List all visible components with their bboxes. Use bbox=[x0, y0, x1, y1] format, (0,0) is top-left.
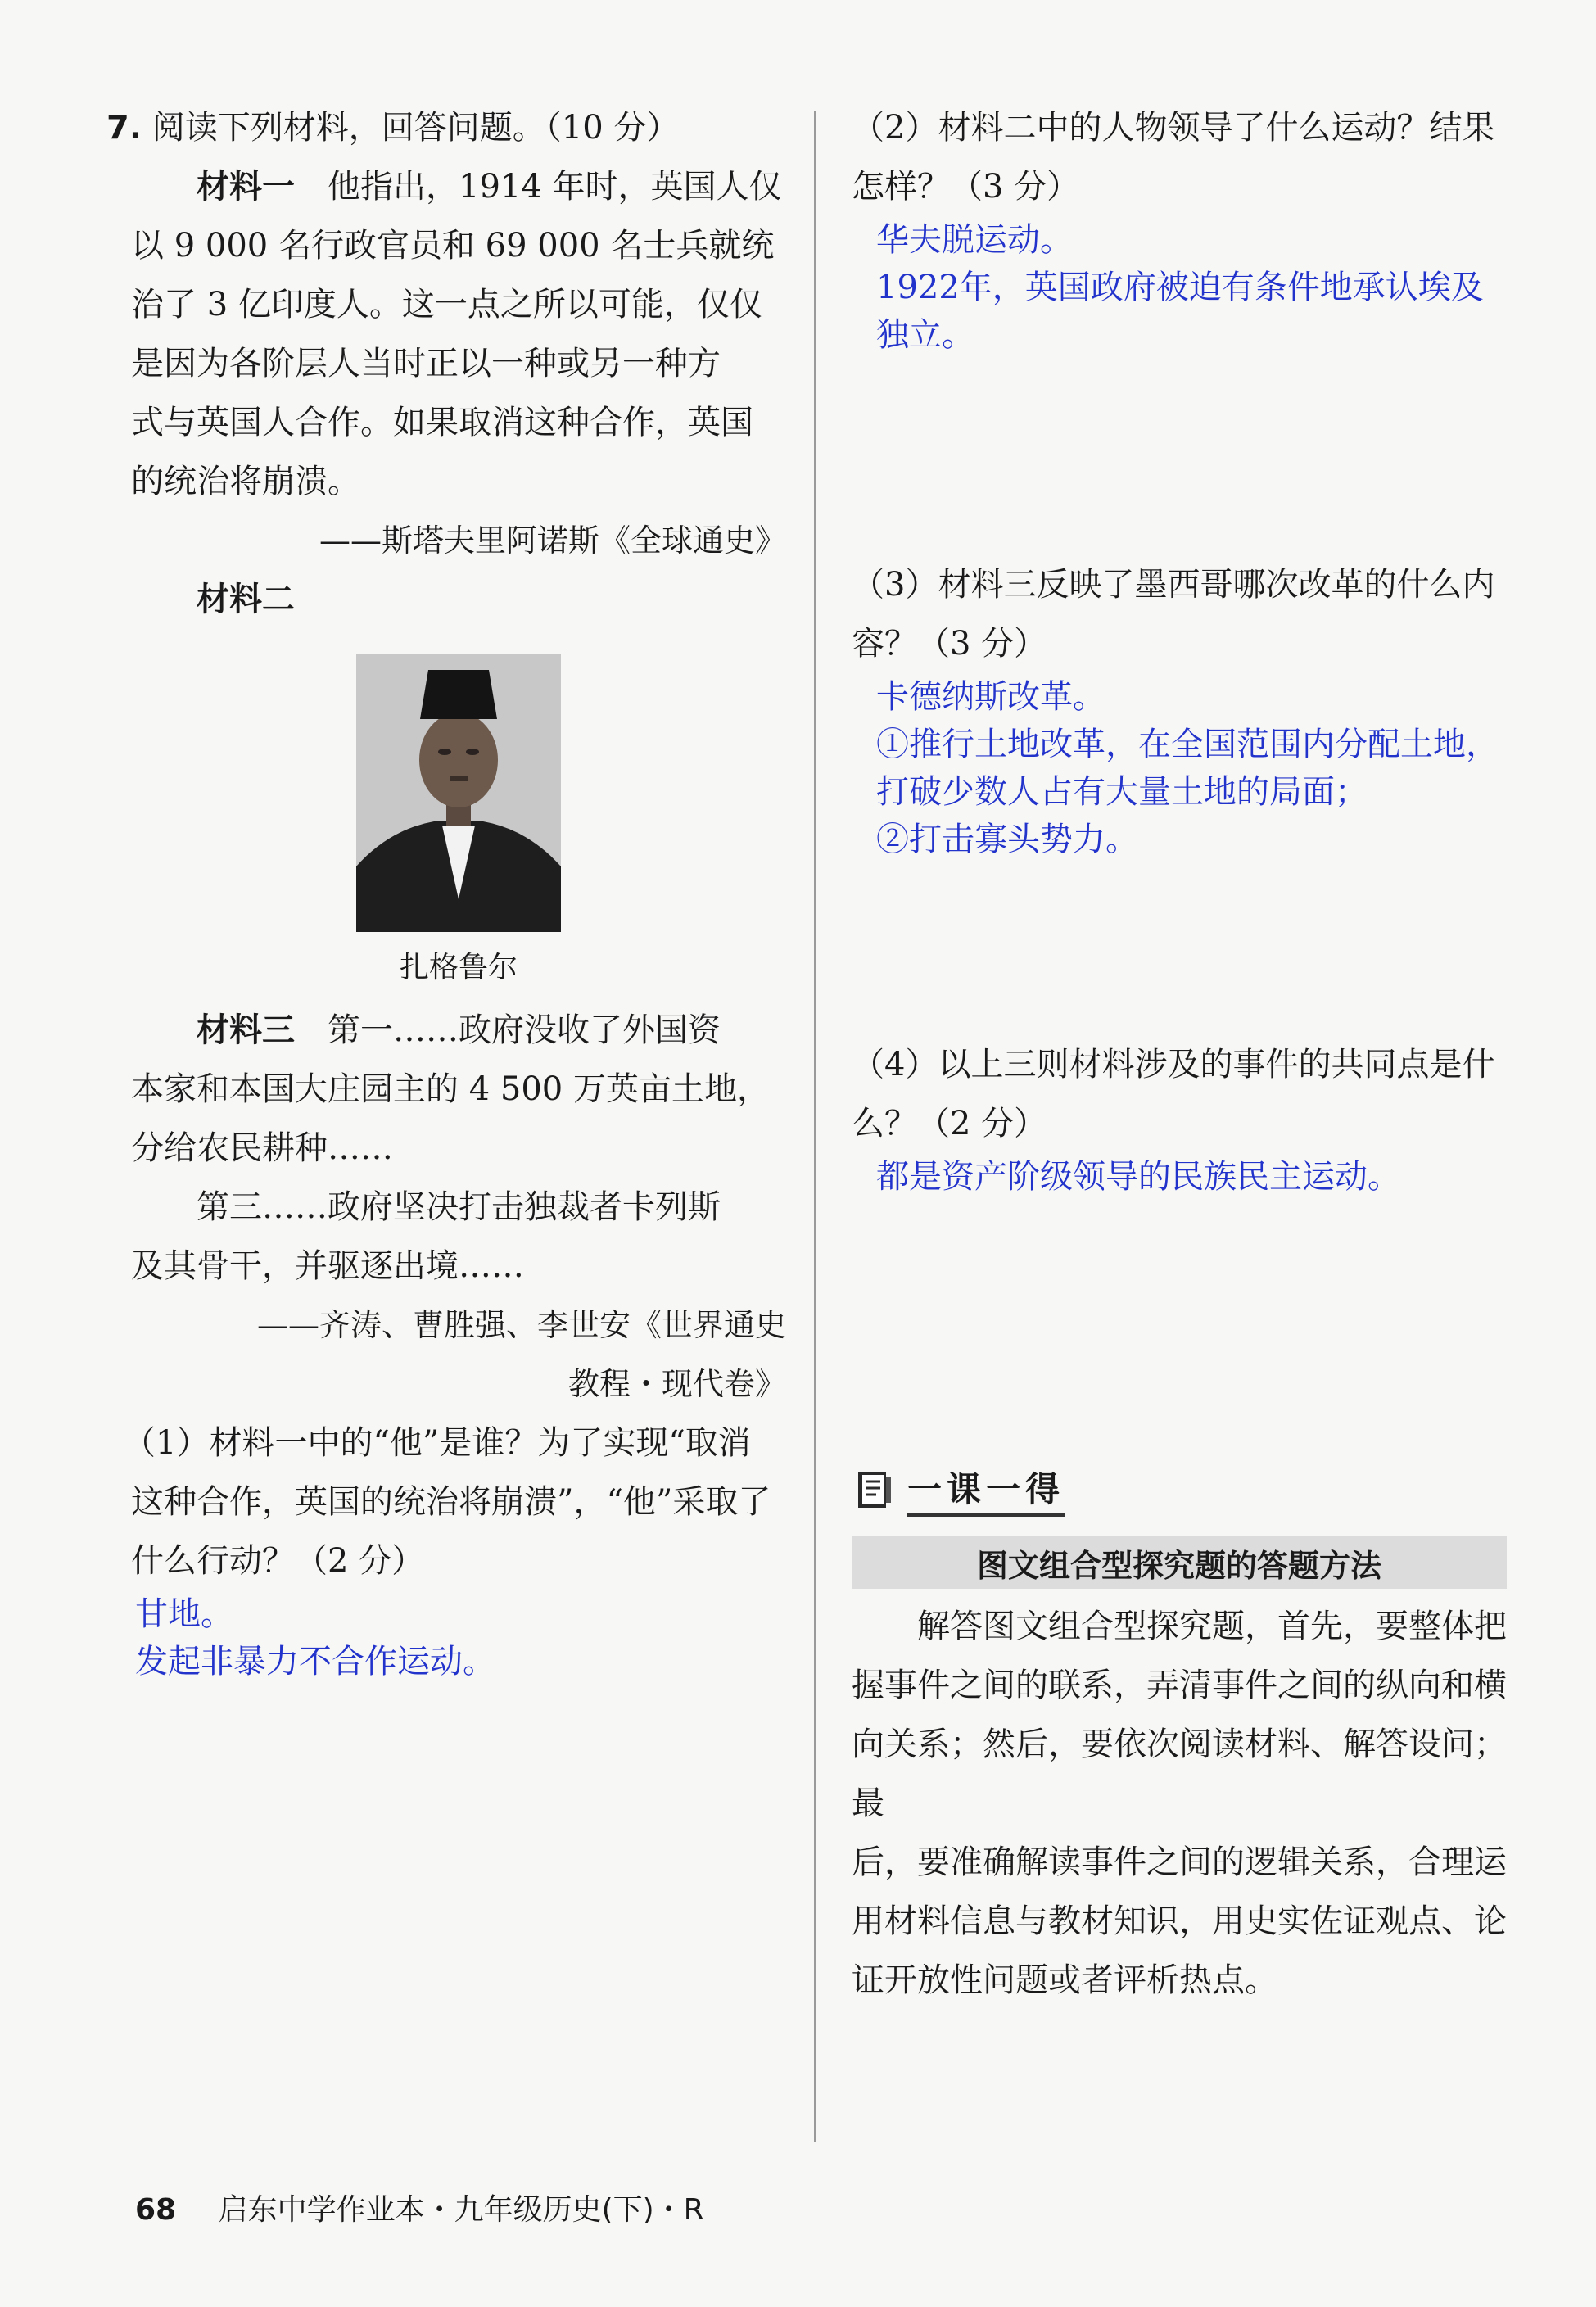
method-paragraph bbox=[852, 1597, 1507, 2010]
method-line: 解答图文组合型探究题，首先，要整体把 bbox=[917, 1608, 1507, 1645]
portrait-container bbox=[131, 654, 786, 935]
sub2-answer: 1922年，英国政府被迫有条件地承认埃及 bbox=[876, 269, 1484, 306]
sub4-question-line: 么？（2 分） bbox=[852, 1105, 1047, 1142]
method-line: 向关系；然后，要依次阅读材料、解答设问；最 bbox=[852, 1726, 1507, 1822]
sub3-answer: ①推行土地改革，在全国范围内分配土地， bbox=[876, 726, 1499, 763]
sub2-question-line: （2）材料二中的人物领导了什么运动？结果 bbox=[852, 109, 1495, 147]
method-heading-bar bbox=[852, 1536, 1507, 1589]
material3-source-line: ——齐涛、曹胜强、李世安《世界通史 bbox=[256, 1307, 786, 1343]
method-line: 证开放性问题或者评析热点。 bbox=[852, 1961, 1277, 1999]
sub1-answer: 甘地。 bbox=[135, 1595, 233, 1633]
sub2-answer: 华夫脱运动。 bbox=[876, 221, 1073, 259]
material1-line: 式与英国人合作。如果取消这种合作，英国 bbox=[131, 404, 753, 441]
sub4-answer: 都是资产阶级领导的民族民主运动。 bbox=[876, 1158, 1400, 1196]
question-prompt: 阅读下列材料，回答问题。（10 分） bbox=[151, 109, 680, 147]
question-heading bbox=[106, 98, 786, 157]
section-header bbox=[852, 1463, 1507, 1517]
method-line: 后，要准确解读事件之间的逻辑关系，合理运 bbox=[852, 1843, 1507, 1881]
sub3-answer: 打破少数人占有大量土地的局面； bbox=[876, 773, 1368, 811]
sub3-answer: 卡德纳斯改革。 bbox=[876, 678, 1105, 716]
right-column bbox=[852, 98, 1507, 2010]
material3-label: 材料三 bbox=[197, 1011, 295, 1049]
method-line: 用材料信息与教材知识，用史实佐证观点、论 bbox=[852, 1902, 1507, 1940]
sub3-question-line: （3）材料三反映了墨西哥哪次改革的什么内 bbox=[852, 566, 1495, 604]
sub2-question-line: 怎样？（3 分） bbox=[852, 168, 1080, 206]
portrait-illustration bbox=[356, 654, 561, 932]
material3-line: 分给农民耕种…… bbox=[131, 1129, 393, 1167]
material1-line: 以 9 000 名行政官员和 69 000 名士兵就统 bbox=[131, 227, 775, 265]
sub1-question-line: 这种合作，英国的统治将崩溃”，“他”采取了 bbox=[131, 1483, 771, 1521]
material1-line: 治了 3 亿印度人。这一点之所以可能，仅仅 bbox=[131, 286, 762, 323]
material3-line: 第三……政府坚决打击独裁者卡列斯 bbox=[197, 1188, 721, 1226]
sub3-question-line: 容？（3 分） bbox=[852, 625, 1047, 663]
material1-first-line bbox=[131, 157, 786, 216]
column-divider bbox=[814, 111, 816, 2142]
material1-line: 是因为各阶层人当时正以一种或另一种方 bbox=[131, 345, 721, 382]
material2-label: 材料二 bbox=[197, 581, 295, 618]
material2-heading bbox=[131, 570, 786, 629]
material3-source-line: 教程・现代卷》 bbox=[567, 1366, 786, 1402]
left-column bbox=[106, 98, 786, 1685]
material3-line: 第一……政府没收了外国资 bbox=[328, 1011, 721, 1049]
material3-line: 本家和本国大庄园主的 4 500 万英亩土地， bbox=[131, 1070, 770, 1108]
page-footer bbox=[135, 2187, 704, 2228]
material1-line: 的统治将崩溃。 bbox=[131, 463, 360, 500]
sub1-answer: 发起非暴力不合作运动。 bbox=[135, 1643, 495, 1680]
material1-line: 他指出，1914 年时，英国人仅 bbox=[328, 168, 782, 206]
sub1-question-line: （1）材料一中的“他”是谁？为了实现“取消 bbox=[123, 1424, 751, 1462]
sub4-question-line: （4）以上三则材料涉及的事件的共同点是什 bbox=[852, 1046, 1495, 1083]
question-number: 7. bbox=[106, 109, 142, 147]
material3-first-line bbox=[131, 1001, 786, 1060]
material3-line: 及其骨干，并驱逐出境…… bbox=[131, 1247, 524, 1285]
sub2-answer: 独立。 bbox=[876, 316, 974, 354]
sub1-question-line: 什么行动？（2 分） bbox=[131, 1542, 425, 1580]
material1-source: ——斯塔夫里阿诺斯《全球通史》 bbox=[319, 522, 786, 559]
portrait-caption: 扎格鲁尔 bbox=[399, 951, 518, 984]
section-title: 一课一得 bbox=[907, 1463, 1065, 1517]
method-heading: 图文组合型探究题的答题方法 bbox=[976, 1547, 1381, 1584]
portrait-photo bbox=[356, 654, 561, 932]
material1-label: 材料一 bbox=[197, 168, 295, 206]
page-number: 68 bbox=[135, 2193, 177, 2227]
book-title: 启东中学作业本・九年级历史(下)・R bbox=[218, 2193, 704, 2227]
sub3-answer: ②打击寡头势力。 bbox=[876, 821, 1138, 858]
notebook-icon bbox=[852, 1467, 897, 1513]
method-line: 握事件之间的联系，弄清事件之间的纵向和横 bbox=[852, 1667, 1507, 1704]
